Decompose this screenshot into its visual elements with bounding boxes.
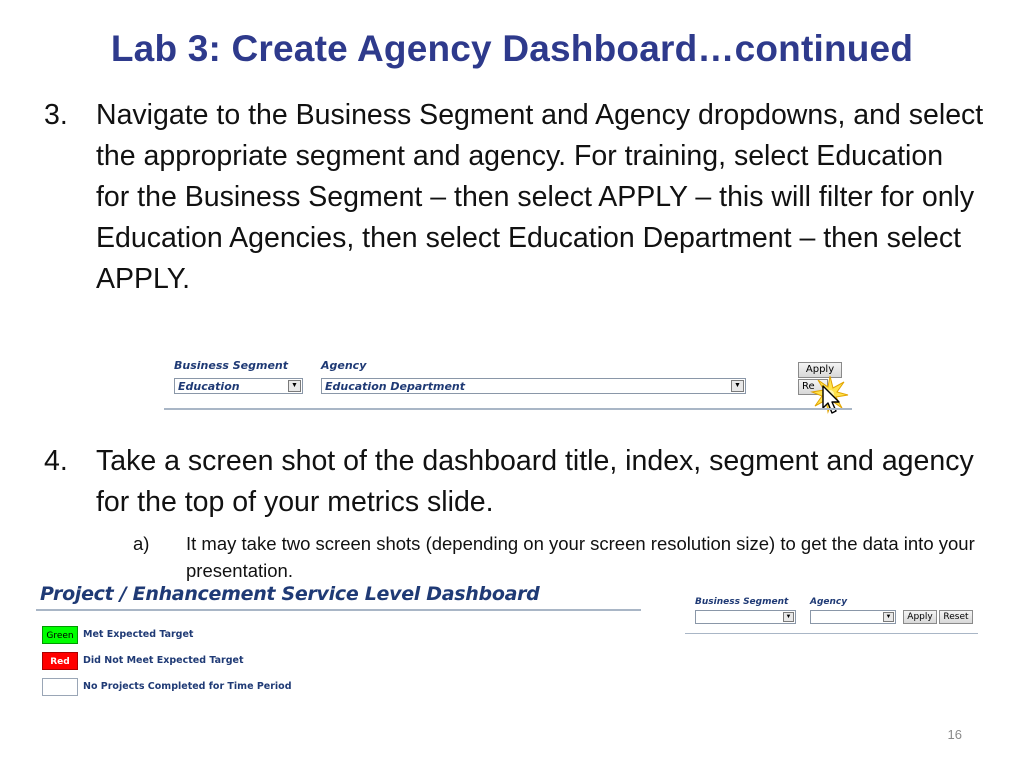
dashboard-divider: [36, 609, 641, 611]
apply-button[interactable]: Apply: [798, 362, 842, 378]
sub-step-text: It may take two screen shots (depending on your screen resolution size) to get the data into your presentation.: [186, 533, 975, 581]
step-3: [44, 95, 984, 300]
filter-screenshot: [164, 356, 854, 416]
legend-swatch-green: Green: [42, 626, 78, 644]
divider: [164, 408, 852, 410]
step-number: 4.: [44, 445, 68, 477]
legend-swatch-red: Red: [42, 652, 78, 670]
agency-select[interactable]: [321, 378, 746, 394]
apply-button[interactable]: Apply: [903, 610, 937, 624]
agency-label: Agency: [810, 597, 848, 607]
legend-label: Met Expected Target: [83, 629, 194, 640]
step-text: Navigate to the Business Segment and Agency dropdowns, and select the appropriate segment and agency. For training, select Education for the Business Segment – then select APPLY – this will filter for only Education Agencies, then select Education Department – then select APPLY.: [96, 99, 984, 295]
chevron-down-icon[interactable]: ▼: [883, 612, 894, 622]
agency-select[interactable]: [810, 610, 896, 624]
page-number: 16: [947, 727, 962, 742]
sub-step-a: [133, 530, 993, 584]
step-4: [44, 441, 984, 523]
agency-label: Agency: [321, 359, 367, 372]
chevron-down-icon[interactable]: ▼: [288, 380, 301, 392]
business-segment-label: Business Segment: [174, 359, 289, 372]
business-segment-select[interactable]: [174, 378, 303, 394]
sub-step-number: a): [133, 533, 150, 554]
step-number: 3.: [44, 99, 68, 131]
mouse-cursor-icon: [821, 384, 843, 416]
reset-button[interactable]: Re: [798, 379, 828, 395]
filter-divider: [685, 633, 978, 634]
chevron-down-icon[interactable]: ▼: [731, 380, 744, 392]
step-text: Take a screen shot of the dashboard title, index, segment and agency for the top of your metrics slide.: [96, 445, 974, 518]
business-segment-label: Business Segment: [695, 597, 789, 607]
business-segment-value: Education: [178, 380, 240, 393]
chevron-down-icon[interactable]: ▼: [783, 612, 794, 622]
legend-label: Did Not Meet Expected Target: [83, 655, 244, 666]
reset-button[interactable]: Reset: [939, 610, 973, 624]
slide-title: Lab 3: Create Agency Dashboard…continued: [110, 28, 914, 69]
dashboard-title: Project / Enhancement Service Level Dashboard: [40, 583, 540, 605]
business-segment-select[interactable]: [695, 610, 796, 624]
legend-swatch-empty: [42, 678, 78, 696]
agency-value: Education Department: [325, 380, 465, 393]
legend-label: No Projects Completed for Time Period: [83, 681, 292, 692]
